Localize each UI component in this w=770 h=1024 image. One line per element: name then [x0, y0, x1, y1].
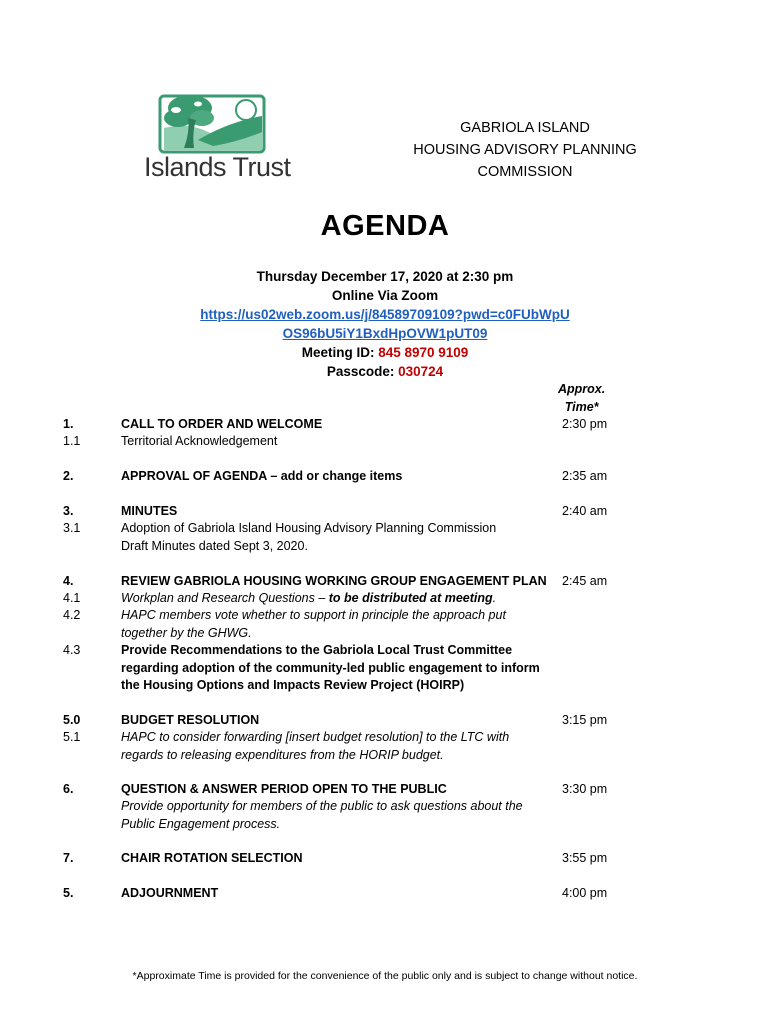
item-title: QUESTION & ANSWER PERIOD OPEN TO THE PUBLIC [121, 782, 447, 796]
item-text [121, 607, 551, 642]
item-number: 4. [63, 574, 74, 588]
item-number: 4.1 [63, 591, 81, 605]
item-text-part: . [492, 591, 497, 605]
org-line-1: GABRIOLA ISLAND [460, 120, 590, 136]
passcode-label: Passcode: [326, 364, 399, 379]
passcode-row [150, 362, 620, 381]
item-text-line: Draft Minutes dated Sept 3, 2020. [121, 538, 308, 553]
tree-landscape-icon [158, 92, 268, 154]
approx-label: Approx. [558, 382, 606, 396]
item-time: 2:45 am [562, 574, 608, 588]
item-text [121, 590, 551, 608]
item-text-line: HAPC members vote whether to support in principle the approach put [121, 608, 506, 622]
item-text-line: regarding adoption of the community-led public engagement to inform [121, 660, 540, 675]
item-title: MINUTES [121, 504, 178, 518]
passcode-value: 030724 [398, 364, 444, 379]
meeting-datetime: Thursday December 17, 2020 at 2:30 pm [256, 269, 514, 284]
org-line-3: COMMISSION [477, 164, 573, 180]
item-time: 3:55 pm [562, 851, 608, 865]
item-number: 1. [63, 417, 74, 431]
item-number: 3. [63, 504, 74, 518]
item-text-line: Public Engagement process. [121, 816, 281, 831]
item-number: 5. [63, 886, 74, 900]
item-number: 4.2 [63, 608, 81, 622]
item-text-emphasis: to be distributed at meeting [328, 591, 493, 605]
meeting-id-value: 845 8970 9109 [378, 345, 469, 360]
meeting-id-label: Meeting ID: [301, 345, 379, 360]
item-time: 3:30 pm [562, 782, 608, 796]
item-title: BUDGET RESOLUTION [121, 713, 260, 727]
zoom-link-line-1[interactable]: https://us02web.zoom.us/j/84589709109?pwd=c0FUbWpU [200, 307, 570, 322]
item-time: 2:40 am [562, 504, 608, 518]
item-text-part: Workplan and Research Questions – [121, 591, 329, 605]
item-text-line: Provide Recommendations to the Gabriola Local Trust Committee [121, 643, 513, 657]
item-text-line: Provide opportunity for members of the public to ask questions about the [121, 799, 523, 813]
organization-name [385, 117, 665, 183]
item-time: 2:35 am [562, 469, 608, 483]
item-number: 5.1 [63, 730, 81, 744]
item-number: 2. [63, 469, 74, 483]
item-title: REVIEW GABRIOLA HOUSING WORKING GROUP ENGAGEMENT PLAN [121, 574, 547, 588]
item-title: ADJOURNMENT [121, 886, 219, 900]
item-number: 5.0 [63, 713, 81, 727]
zoom-link-line-2[interactable]: OS96bU5iY1BxdHpOVW1pUT09 [282, 326, 488, 341]
item-number: 4.3 [63, 643, 81, 657]
item-text-line: the Housing Options and Impacts Review Project (HOIRP) [121, 678, 465, 692]
item-title: CALL TO ORDER AND WELCOME [121, 417, 323, 431]
item-text: Territorial Acknowledgement [121, 434, 278, 448]
approx-time-header [558, 380, 605, 416]
item-text [121, 520, 551, 555]
meeting-venue: Online Via Zoom [331, 288, 439, 303]
item-text [121, 798, 551, 833]
item-time: 3:15 pm [562, 713, 608, 727]
item-number: 6. [63, 782, 74, 796]
item-text-line: together by the GHWG. [121, 625, 252, 640]
time-label: Time* [564, 400, 599, 414]
meeting-id-row [150, 343, 620, 362]
item-title: CHAIR ROTATION SELECTION [121, 851, 303, 865]
item-number: 1.1 [63, 434, 81, 448]
item-text [121, 642, 551, 695]
footer-note: *Approximate Time is provided for the convenience of the public only and is subject to change without notice. [132, 970, 638, 982]
item-text-line: Adoption of Gabriola Island Housing Advisory Planning Commission [121, 521, 497, 535]
item-time: 4:00 pm [562, 886, 608, 900]
org-line-2: HOUSING ADVISORY PLANNING [413, 142, 637, 158]
logo-text: Islands Trust [144, 152, 291, 182]
item-text-line: HAPC to consider forwarding [insert budget resolution] to the LTC with [121, 730, 510, 744]
item-time: 2:30 pm [562, 417, 608, 431]
page-title: AGENDA [320, 210, 450, 242]
item-text-line: regards to releasing expenditures from the HORIP budget. [121, 747, 444, 762]
item-number: 3.1 [63, 521, 81, 535]
item-number: 7. [63, 851, 74, 865]
item-text [121, 729, 551, 764]
meeting-info [150, 267, 620, 381]
item-title: APPROVAL OF AGENDA – add or change items [121, 469, 403, 483]
islands-trust-logo [140, 92, 290, 192]
